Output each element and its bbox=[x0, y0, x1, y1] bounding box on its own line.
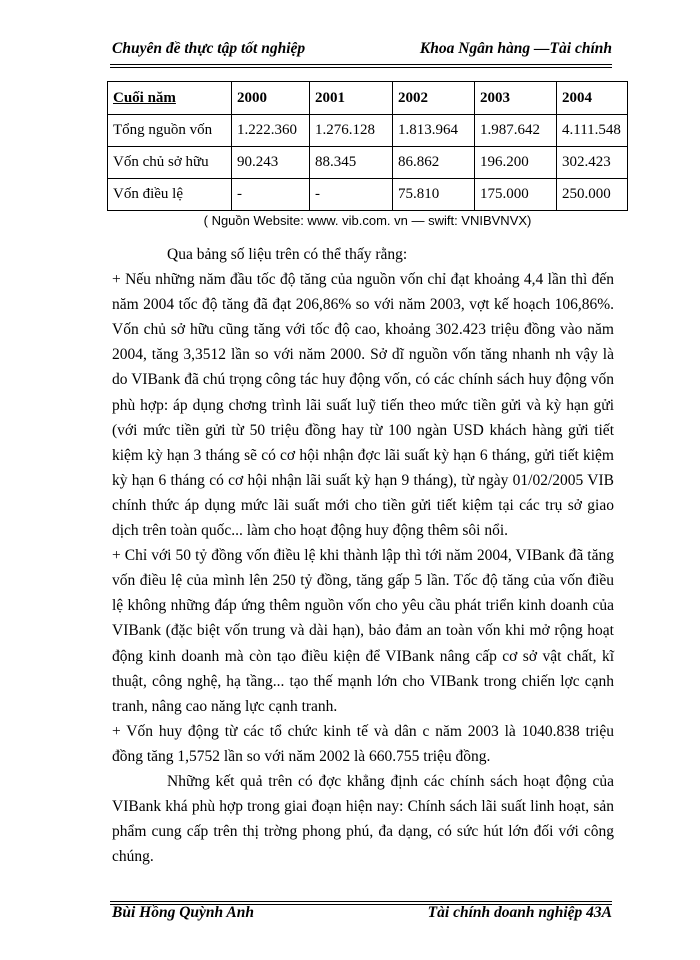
table-cell: 250.000 bbox=[557, 179, 628, 211]
paragraph-conclusion: Những kết quả trên có đợc khẳng định các chính sách hoạt động của VIBank khá phù hợp trong giai đoạn hiện nay: Chính sách lãi suất linh hoạt, sản phẩm cung cấp trên thị trờng phong phú, đa dạng, có sức hút lớn đối với công chúng. bbox=[112, 772, 614, 866]
table-cell: 4.111.548 bbox=[557, 115, 628, 147]
paragraph-intro: Qua bảng số liệu trên có thể thấy rằng: bbox=[167, 246, 408, 263]
header-right: Khoa Ngân hàng —Tài chính bbox=[419, 40, 612, 57]
page-footer bbox=[112, 904, 612, 922]
table-header-row bbox=[108, 82, 628, 115]
paragraph-mobilized-capital: + Vốn huy động từ các tổ chức kinh tế và dân c năm 2003 là 1040.838 triệu đồng tăng 1,5752 lần so với năm 2002 là 660.755 triệu đồng. bbox=[112, 722, 614, 765]
table-cell: 196.200 bbox=[475, 147, 557, 179]
table-header-cell: 2003 bbox=[475, 82, 557, 115]
table-cell: 88.345 bbox=[310, 147, 393, 179]
table-cell: 1.276.128 bbox=[310, 115, 393, 147]
table-cell: 1.987.642 bbox=[475, 115, 557, 147]
paragraph-capital-growth: + Nếu những năm đầu tốc độ tăng của nguồn vốn chỉ đạt khoảng 4,4 lần thì đến năm 2004 tốc độ tăng đã đạt 206,86% so với năm 2003, vợt kế hoạch 106,86%. Vốn chủ sở hữu cũng tăng với tốc độ cao, khoảng 302.423 triệu đồng vào năm 2004, tăng 3,3512 lần so với năm 2000. Sở dĩ nguồn vốn tăng nhanh nh vậy là do VIBank đã chú trọng công tác huy động vốn, có các chính sách huy động vốn phù hợp: áp dụng chơng trình lãi suất luỹ tiến theo mức tiền gửi và kỳ hạn gửi (với mức tiền gửi từ 50 triệu đồng hay từ 100 ngàn USD khách hàng gửi tiết kiệm kỳ hạn 3 tháng sẽ có cơ hội nhận đợc lãi suất kỳ hạn 6 tháng, gửi tiết kiệm kỳ hạn 6 tháng có cơ hội nhận lãi suất kỳ hạn 9 tháng), từ ngày 01/02/2005 VIB chính thức áp dụng mức lãi suất mới cho tiền gửi tiết kiệm tại các trụ sở giao dịch trên toàn quốc... làm cho hoạt động huy động thêm sôi nổi. bbox=[112, 271, 614, 540]
table-header-cell: 2001 bbox=[310, 82, 393, 115]
header-left: Chuyên đề thực tập tốt nghiệp bbox=[112, 40, 306, 57]
table-row bbox=[108, 115, 628, 147]
table-cell: 1.222.360 bbox=[232, 115, 310, 147]
footer-right: Tài chính doanh nghiệp 43A bbox=[427, 904, 612, 921]
table-header-cell: 2000 bbox=[232, 82, 310, 115]
table-header-cell: 2004 bbox=[557, 82, 628, 115]
table-cell: Tổng nguồn vốn bbox=[108, 115, 232, 147]
table-cell: - bbox=[232, 179, 310, 211]
table-cell: - bbox=[310, 179, 393, 211]
table-header-cell: Cuối năm bbox=[108, 82, 232, 115]
page-header bbox=[112, 40, 612, 58]
table-cell: 75.810 bbox=[393, 179, 475, 211]
body-text bbox=[112, 242, 614, 869]
table-cell: 302.423 bbox=[557, 147, 628, 179]
table-cell: 86.862 bbox=[393, 147, 475, 179]
table-cell: Vốn chủ sở hữu bbox=[108, 147, 232, 179]
table-cell: 1.813.964 bbox=[393, 115, 475, 147]
table-row bbox=[108, 147, 628, 179]
table-header-cell: 2002 bbox=[393, 82, 475, 115]
header-divider bbox=[110, 64, 612, 68]
table-row bbox=[108, 179, 628, 211]
table-cell: 175.000 bbox=[475, 179, 557, 211]
table-source-note: ( Nguồn Website: www. vib.com. vn — swift: VNIBVNVX) bbox=[203, 213, 532, 228]
capital-table bbox=[107, 81, 628, 211]
table-cell: 90.243 bbox=[232, 147, 310, 179]
paragraph-charter-capital: + Chỉ với 50 tỷ đồng vốn điều lệ khi thành lập thì tới năm 2004, VIBank đã tăng vốn điều lệ của mình lên 250 tỷ đồng, tăng gấp 5 lần. Tốc độ tăng của vốn điều lệ không những đáp ứng thêm nguồn vốn cho yêu cầu phát triển kinh doanh của VIBank (đặc biệt vốn trung và dài hạn), bảo đảm an toàn vốn khi mở rộng hoạt động kinh doanh mà còn tạo điều kiện để VIBank nâng cấp cơ sở vật chất, kĩ thuật, công nghệ, hạ tầng... tạo thế mạnh lớn cho VIBank trong chiến lợc cạnh tranh, nâng cao năng lực cạnh tranh. bbox=[112, 547, 614, 715]
table-cell: Vốn điều lệ bbox=[108, 179, 232, 211]
footer-left: Bùi Hồng Quỳnh Anh bbox=[112, 904, 255, 921]
